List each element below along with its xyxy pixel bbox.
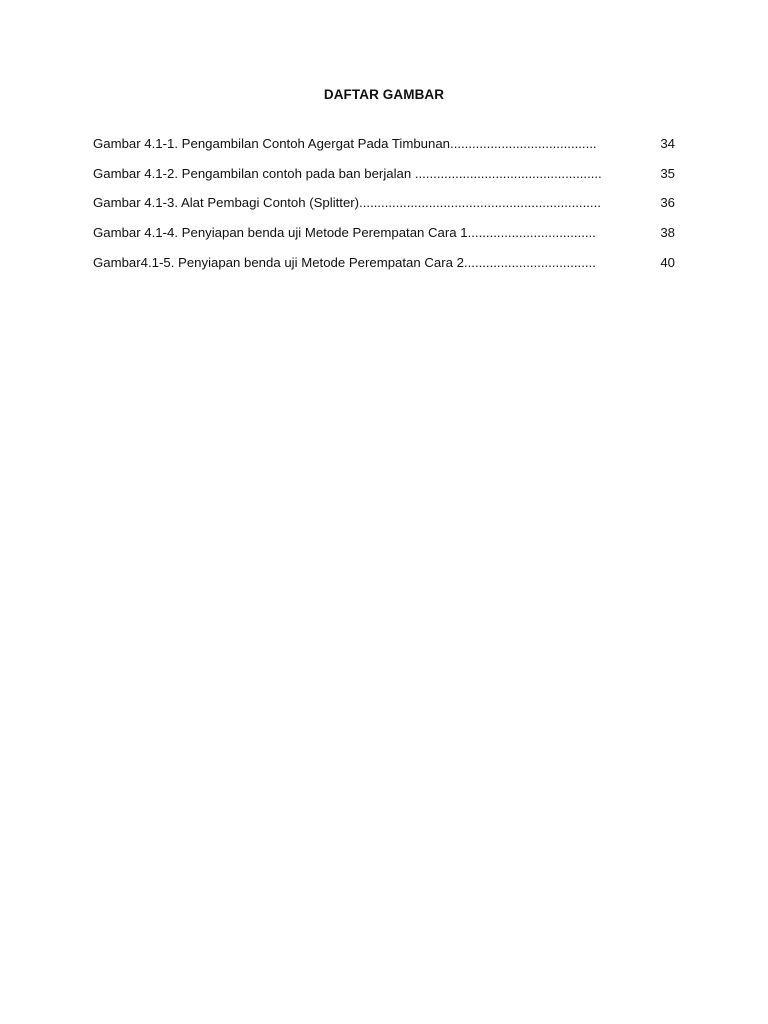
figure-entry-label: Gambar4.1-5. Penyiapan benda uji Metode Perempatan Cara 2 (93, 254, 464, 270)
dot-leader: ................................... (467, 225, 596, 241)
dot-leader: ................................................... (414, 165, 602, 181)
figure-entry[interactable] (93, 195, 683, 225)
figure-entry[interactable] (93, 136, 683, 166)
figure-entry-label: Gambar 4.1-4. Penyiapan benda uji Metode Perempatan Cara 1 (93, 225, 468, 241)
figure-entry-page: 40 (660, 254, 675, 270)
figure-entry-text (93, 255, 641, 271)
figure-entry[interactable] (93, 255, 683, 285)
figure-entry-text (93, 195, 641, 211)
figure-entry[interactable] (93, 166, 683, 196)
figure-entry[interactable] (93, 225, 683, 255)
page-title: DAFTAR GAMBAR (323, 87, 445, 102)
figure-entry-text (93, 136, 641, 152)
figure-entry-text (93, 166, 641, 182)
dot-leader: .................................................................. (359, 195, 601, 211)
figure-entry-text (93, 225, 641, 241)
figure-list (93, 136, 683, 284)
figure-entry-page: 35 (660, 165, 675, 181)
figure-entry-page: 34 (660, 136, 675, 151)
figure-entry-label: Gambar 4.1-3. Alat Pembagi Contoh (Splitter) (93, 195, 360, 211)
dot-leader: .................................... (463, 254, 596, 270)
figure-entry-label: Gambar 4.1-2. Pengambilan contoh pada ban berjalan (93, 165, 415, 181)
figure-entry-label: Gambar 4.1-1. Pengambilan Contoh Agergat Pada Timbunan (93, 136, 451, 151)
dot-leader: ........................................ (450, 136, 597, 151)
figure-entry-page: 38 (660, 225, 675, 241)
figure-entry-page: 36 (660, 195, 675, 211)
